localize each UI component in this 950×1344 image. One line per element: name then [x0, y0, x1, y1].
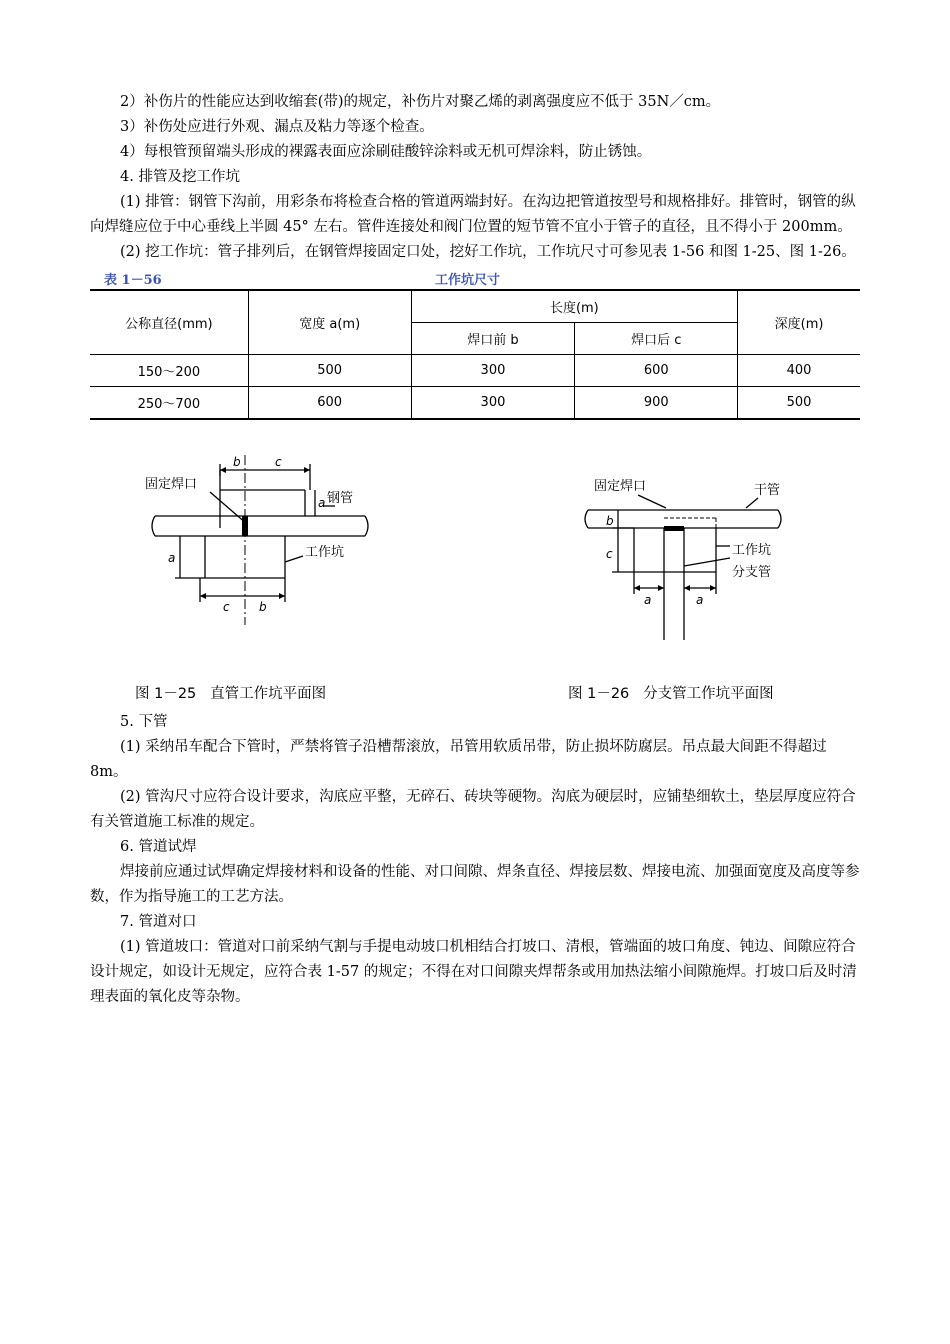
- dim-c-top: c: [275, 455, 282, 469]
- section-heading: 6. 管道试焊: [120, 839, 197, 855]
- weld-mark: [664, 526, 684, 531]
- table-row: [90, 387, 860, 420]
- cell-width: 500: [248, 355, 411, 387]
- dim-a-right: a: [318, 496, 326, 510]
- cell-diameter: 250～700: [90, 387, 248, 420]
- cell-after: 600: [575, 355, 738, 387]
- header-length: 长度(m): [411, 290, 738, 323]
- section-heading: 4. 排管及挖工作坑: [120, 169, 240, 185]
- paragraph: (1) 排管：钢管下沟前，用彩条布将检查合格的管道两端封好。在沟边把管道按型号和规格排好。排管时，钢管的纵向焊缝应位于中心垂线上半圆 45° 左右。管件连接处和阀门位置的短节管不宜小于管子的直径，且不得小于 200mm。: [90, 194, 856, 235]
- paragraph: (1) 管道坡口：管道对口前采纳气割与手提电动坡口机相结合打坡口、清根，管端面的坡口角度、钝边、间隙应符合设计规定，如设计无规定，应符合表 1-57 的规定；不得在对口间隙夹焊帮条或用加热法缩小间隙施焊。打坡口后及时清理表面的氧化皮等杂物。: [90, 939, 857, 1005]
- paragraphs-top: [90, 90, 860, 265]
- header-depth: 深度(m): [738, 290, 860, 355]
- label-pit: 工作坑: [732, 543, 772, 558]
- figure-caption: 图 1－25 直管工作坑平面图: [135, 686, 327, 702]
- label-steel-pipe: 钢管: [327, 491, 354, 506]
- cell-diameter: 150～200: [90, 355, 248, 387]
- cell-after: 900: [575, 387, 738, 420]
- table-number: 表 1－56: [104, 273, 162, 288]
- label-main-pipe: 干管: [754, 483, 781, 498]
- table-row: [90, 355, 860, 387]
- figures-row: [90, 420, 860, 710]
- dim-c: c: [606, 547, 613, 561]
- header-diameter: 公称直径(mm): [90, 290, 248, 355]
- document-page: [90, 90, 860, 1010]
- cell-width: 600: [248, 387, 411, 420]
- dim-a-left: a: [644, 593, 652, 607]
- paragraph: 3）补伤处应进行外观、漏点及粘力等逐个检查。: [120, 119, 434, 135]
- weld-mark: [242, 516, 248, 536]
- dim-b-bottom: b: [259, 600, 267, 614]
- paragraphs-bottom: [90, 710, 860, 1010]
- dim-c-bottom: c: [223, 600, 230, 614]
- dim-b-top: b: [233, 455, 241, 469]
- pit-dimensions-table: [90, 289, 860, 420]
- table-caption: [90, 267, 860, 289]
- label-branch-pipe: 分支管: [732, 565, 772, 580]
- dim-b: b: [606, 514, 614, 528]
- paragraph: 4）每根管预留端头形成的裸露表面应涂刷硅酸锌涂料或无机可焊涂料，防止锈蚀。: [120, 144, 652, 160]
- paragraph: (2) 挖工作坑：管子排列后，在钢管焊接固定口处，挖好工作坑，工作坑尺寸可参见表 1-56 和图 1-25、图 1-26。: [120, 244, 856, 260]
- cell-before: 300: [411, 355, 575, 387]
- cell-depth: 500: [738, 387, 860, 420]
- label-fixed-weld: 固定焊口: [145, 477, 198, 492]
- figure-straight-pipe-pit: [135, 450, 375, 640]
- table-header-row: [90, 290, 860, 323]
- label-pit: 工作坑: [305, 545, 345, 560]
- table-title: 工作坑尺寸: [435, 273, 501, 288]
- figure-caption: 图 1－26 分支管工作坑平面图: [568, 686, 774, 702]
- header-after-weld: 焊口后 c: [575, 323, 738, 355]
- header-width: 宽度 a(m): [248, 290, 411, 355]
- branch-pipe-pit-diagram: [568, 450, 818, 640]
- paragraph: (1) 采纳吊车配合下管时，严禁将管子沿槽帮滚放，吊管用软质吊带，防止损坏防腐层。吊点最大间距不得超过 8m。: [90, 739, 827, 780]
- straight-pipe-pit-diagram: [135, 450, 375, 640]
- cell-before: 300: [411, 387, 575, 420]
- label-fixed-weld: 固定焊口: [594, 479, 647, 494]
- paragraph: (2) 管沟尺寸应符合设计要求，沟底应平整，无碎石、砖块等硬物。沟底为硬层时，应铺垫细软土，垫层厚度应符合有关管道施工标准的规定。: [90, 789, 856, 830]
- paragraph: 2）补伤片的性能应达到收缩套(带)的规定，补伤片对聚乙烯的剥离强度应不低于 35N／cm。: [120, 94, 721, 110]
- section-heading: 5. 下管: [120, 714, 168, 730]
- section-heading: 7. 管道对口: [120, 914, 197, 930]
- dim-a-right: a: [696, 593, 704, 607]
- cell-depth: 400: [738, 355, 860, 387]
- header-before-weld: 焊口前 b: [411, 323, 575, 355]
- dim-a-left: a: [168, 551, 176, 565]
- figure-branch-pipe-pit: [568, 450, 818, 640]
- paragraph: 焊接前应通过试焊确定焊接材料和设备的性能、对口间隙、焊条直径、焊接层数、焊接电流、加强面宽度及高度等参数，作为指导施工的工艺方法。: [90, 864, 860, 905]
